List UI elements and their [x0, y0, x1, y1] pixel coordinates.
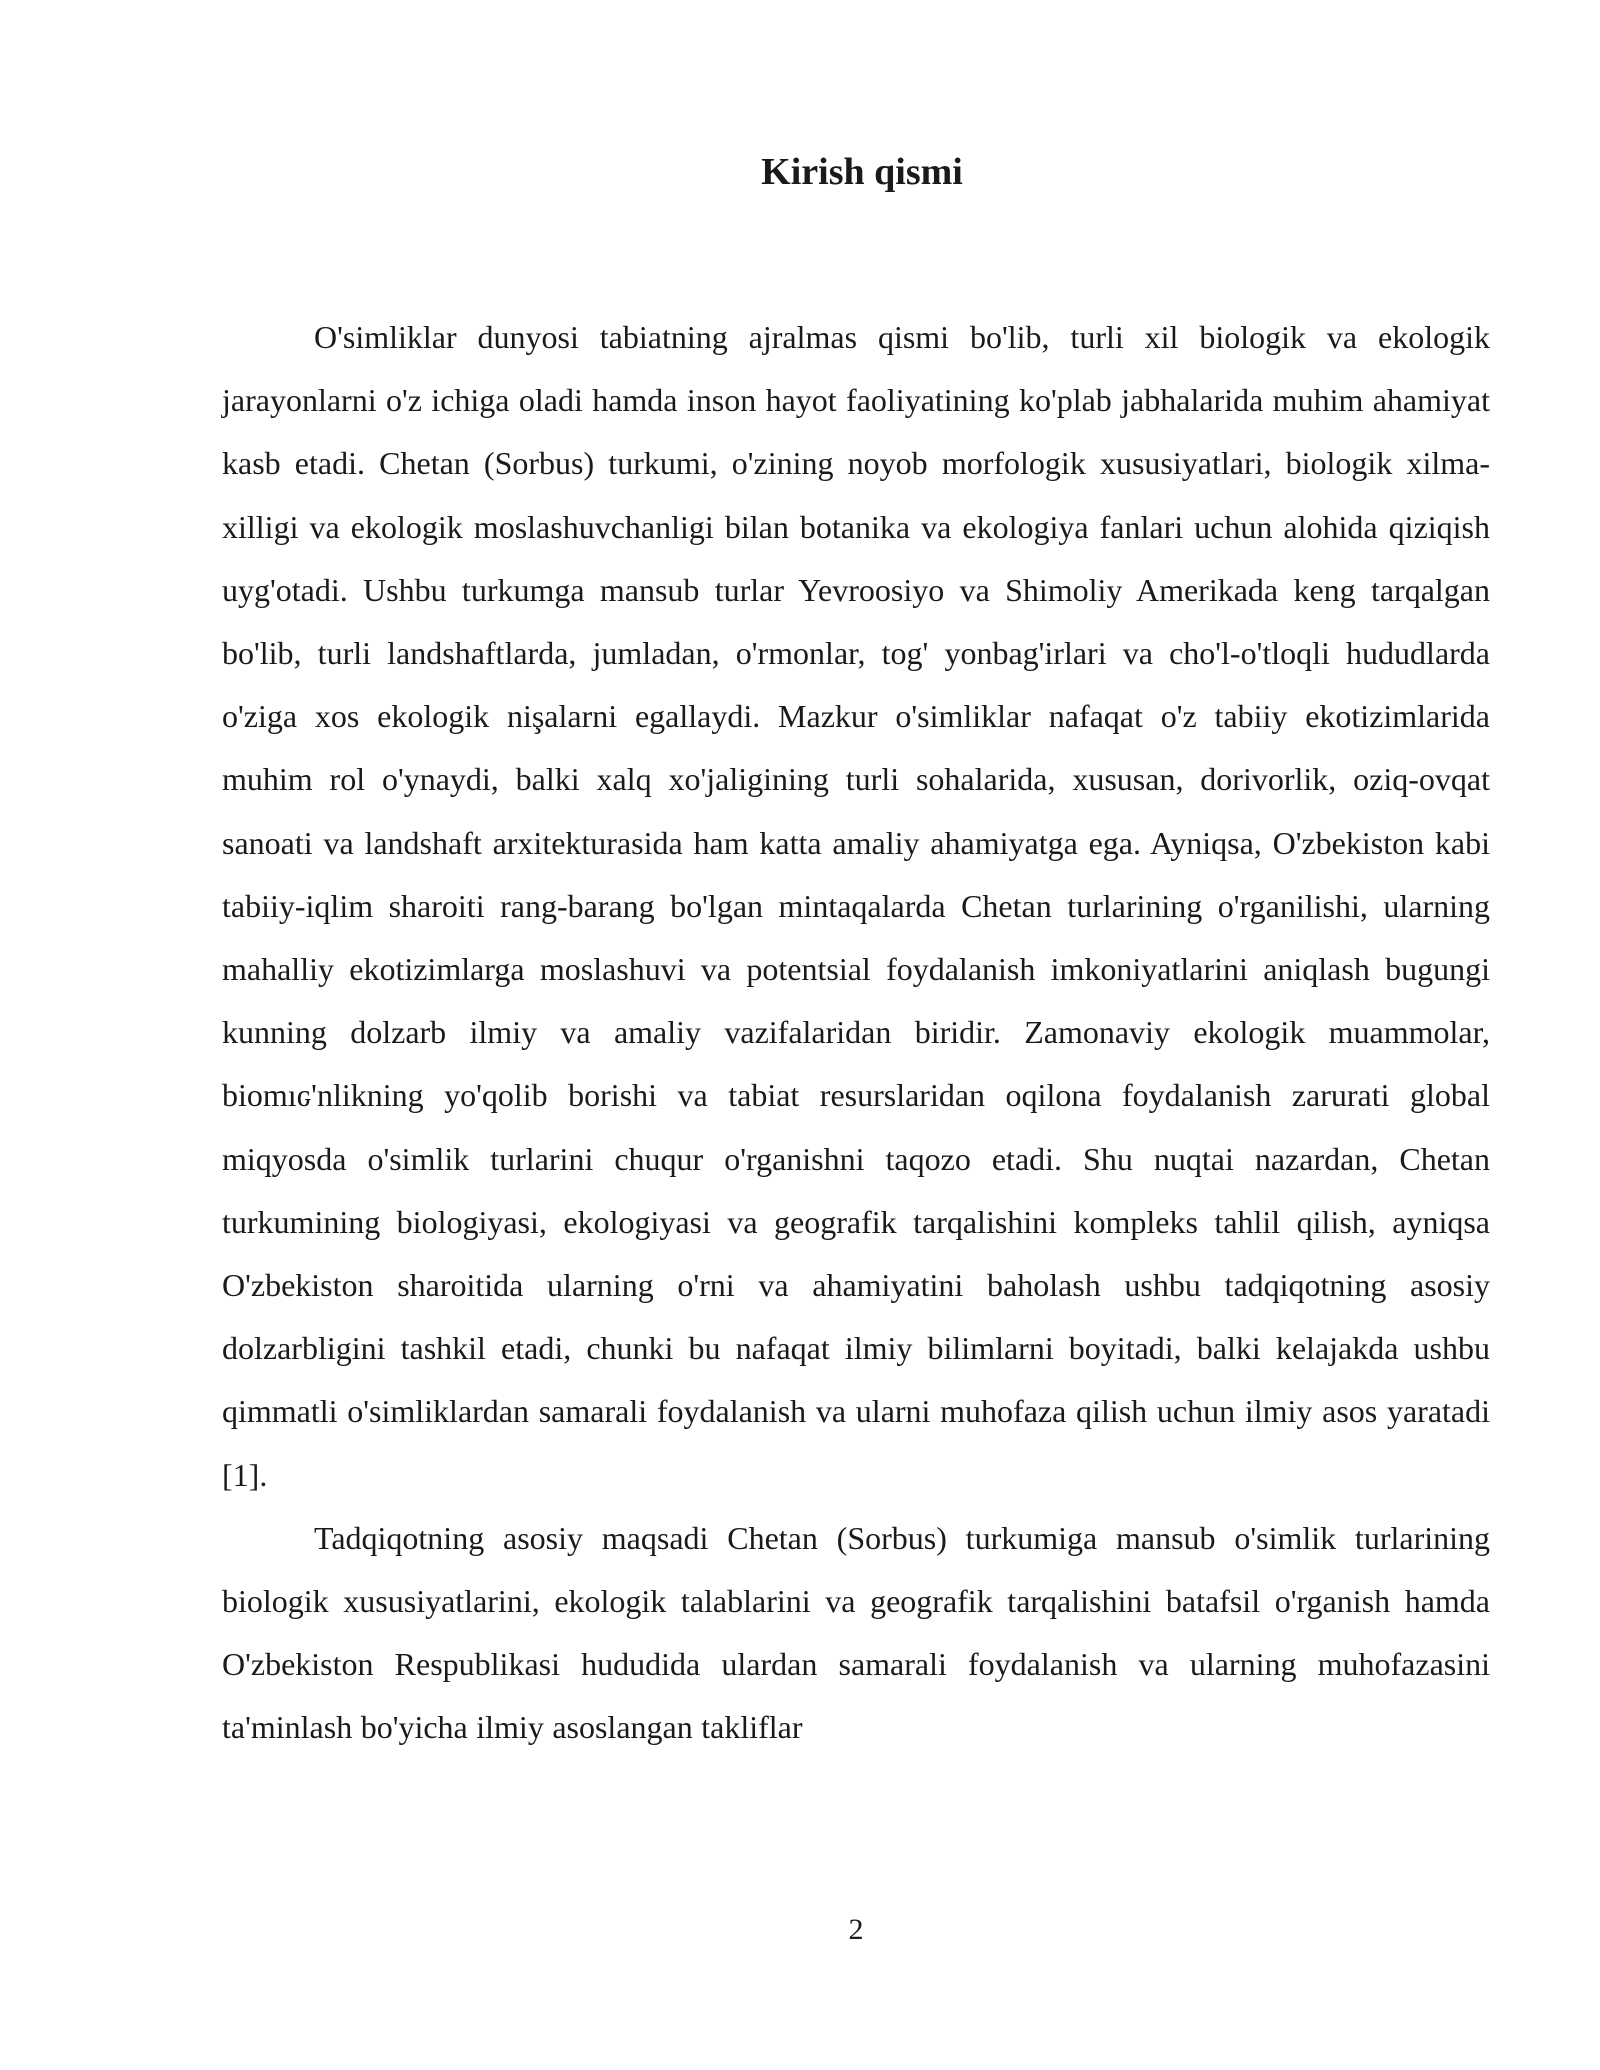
paragraph-research-goal: Tadqiqotning asosiy maqsadi Chetan (Sorbus) turkumiga mansub o'simlik turlarining biologik xususiyatlarini, ekologik talablarini va geografik tarqalishini batafsil o'rganish hamda O'zbekiston Respublikasi hududida ulardan samarali foydalanish va ularning muhofazasini ta'minlash bo'yicha ilmiy asoslangan takliflar	[222, 1519, 1490, 1746]
paragraph-introduction: O'simliklar dunyosi tabiatning ajralmas qismi bo'lib, turli xil biologik va ekologik jarayonlarni o'z ichiga oladi hamda inson hayot faoliyatining ko'plab jabhalarida muhim ahamiyat kasb etadi. Chetan (Sorbus) turkumi, o'zining noyob morfologik xususiyatlari, biologik xilma-xilligi va ekologik moslashuvchanligi bilan botanika va ekologiya fanlari uchun alohida qiziqish uyg'otadi. Ushbu turkumga mansub turlar Yevroosiyo va Shimoliy Amerikada keng tarqalgan bo'lib, turli landshaftlarda, jumladan, o'rmonlar, tog' yonbag'irlari va cho'l-o'tloqli hududlarda o'ziga xos ekologik nişalarni egallaydi. Mazkur o'simliklar nafaqat o'z tabiiy ekotizimlarida muhim rol o'ynaydi, balki xalq xo'jaligining turli sohalarida, xususan, dorivorlik, oziq-ovqat sanoati va landshaft arxitekturasida ham katta amaliy ahamiyatga ega. Ayniqsa, O'zbekiston kabi tabiiy-iqlim sharoiti rang-barang bo'lgan mintaqalarda Chetan turlarining o'rganilishi, ularning mahalliy ekotizimlarga moslashuvi va potentsial foydalanish imkoniyatlarini aniqlash bugungi kunning dolzarb ilmiy va amaliy vazifalaridan biridir. Zamonaviy ekologik muammolar, biomıԍ'nlikning yo'qolib borishi va tabiat resurslaridan oqilona foydalanish zarurati global miqyosda o'simlik turlarini chuqur o'rganishni taqozo etadi. Shu nuqtai nazardan, Chetan turkumining biologiyasi, ekologiyasi va geografik tarqalishini kompleks tahlil qilish, ayniqsa O'zbekiston sharoitida ularning o'rni va ahamiyatini baholash ushbu tadqiqotning asosiy dolzarbligini tashkil etadi, chunki bu nafaqat ilmiy bilimlarni boyitadi, balki kelajakda ushbu qimmatli o'simliklardan samarali foydalanish va ularni muhofaza qilish uchun ilmiy asos yaratadi [1].	[222, 319, 1490, 1493]
page-number: 2	[848, 1913, 864, 1946]
body-text	[222, 306, 1490, 1760]
page-title: Kirish qismi	[761, 151, 963, 193]
